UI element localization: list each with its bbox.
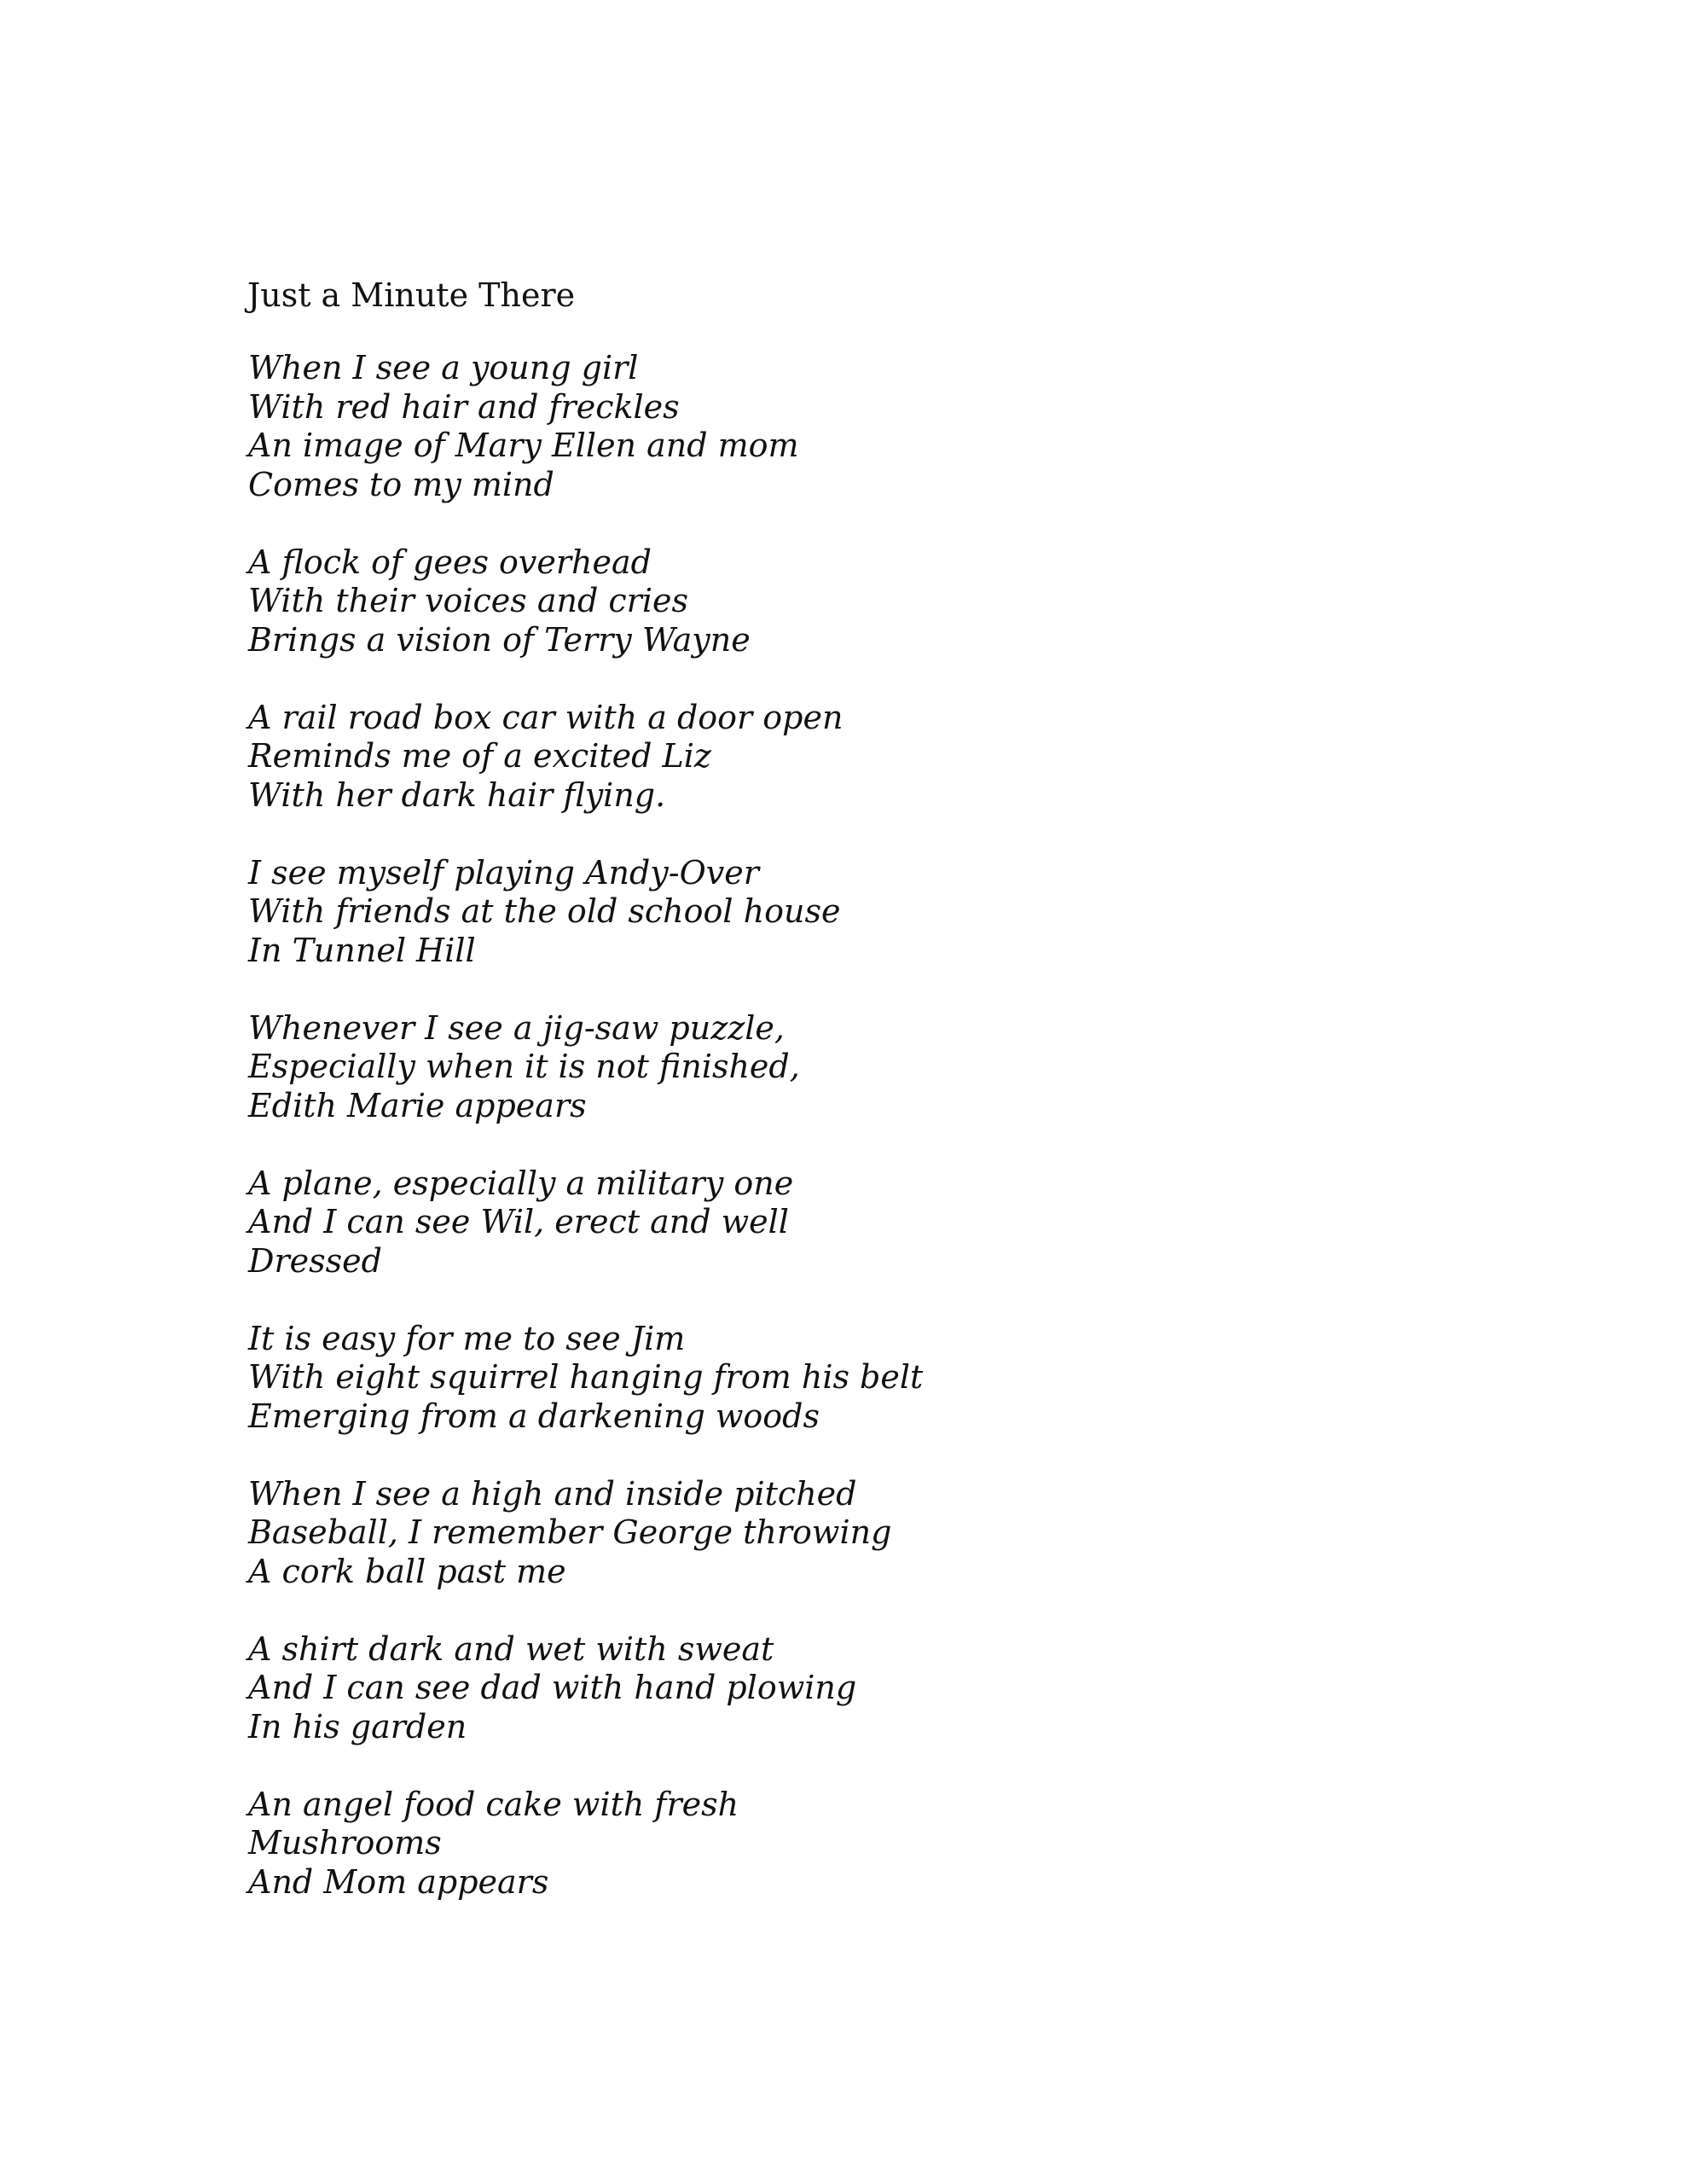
poem-line: Mushrooms	[248, 1824, 442, 1862]
poem-line: And I can see dad with hand plowing	[248, 1669, 857, 1706]
poem-line: When I see a high and inside pitched	[248, 1474, 857, 1513]
poem-line: With her dark hair flying.	[248, 775, 666, 814]
poem-stanza	[248, 1320, 1528, 1437]
poem-stanza	[248, 1475, 1528, 1592]
poem-line: With their voices and cries	[248, 582, 688, 619]
poem-stanza	[248, 699, 1528, 816]
poem-line: With eight squirrel hanging from his belt	[248, 1358, 924, 1396]
poem-body	[248, 349, 1528, 1941]
poem-line: Emerging from a darkening woods	[248, 1397, 820, 1435]
poem-line: In Tunnel Hill	[248, 931, 476, 969]
poem-stanza	[248, 543, 1528, 660]
poem-line: A rail road box car with a door open	[248, 698, 844, 736]
poem-line: In his garden	[248, 1707, 467, 1745]
poem-stanza	[248, 1786, 1528, 1902]
poem-line: Especially when it is not finished,	[248, 1048, 800, 1085]
poem-line: Whenever I see a jig-saw puzzle,	[248, 1008, 785, 1047]
poem-line: When I see a young girl	[248, 349, 639, 386]
poem-line: I see myself playing Andy-Over	[248, 853, 759, 892]
poem-line: Brings a vision of Terry Wayne	[248, 620, 751, 659]
poem-line: And I can see Wil, erect and well	[248, 1203, 789, 1240]
poem-line: An angel food cake with fresh	[248, 1785, 739, 1823]
poem-line: Edith Marie appears	[248, 1086, 587, 1124]
poem-line: With friends at the old school house	[248, 892, 841, 930]
poem-line: A shirt dark and wet with sweat	[248, 1629, 774, 1668]
poem-line: A plane, especially a military one	[248, 1164, 794, 1202]
poem-line: A flock of gees overhead	[248, 543, 652, 581]
poem-stanza	[248, 1009, 1528, 1126]
poem-line: It is easy for me to see Jim	[248, 1319, 686, 1357]
poem-line: With red hair and freckles	[248, 387, 680, 426]
poem-stanza	[248, 1630, 1528, 1747]
poem-line: Reminds me of a excited Liz	[248, 737, 711, 775]
poem-line: And Mom appears	[248, 1862, 549, 1901]
poem-line: Dressed	[248, 1241, 382, 1280]
poem-line: Baseball, I remember George throwing	[248, 1513, 892, 1551]
poem-line: A cork ball past me	[248, 1552, 566, 1590]
poem-stanza	[248, 854, 1528, 971]
poem-line: An image of Mary Ellen and mom	[248, 427, 799, 464]
poem-stanza	[248, 349, 1528, 504]
poem-line: Comes to my mind	[248, 465, 554, 503]
poem-stanza	[248, 1165, 1528, 1281]
poem-title: Just a Minute There	[247, 276, 576, 314]
